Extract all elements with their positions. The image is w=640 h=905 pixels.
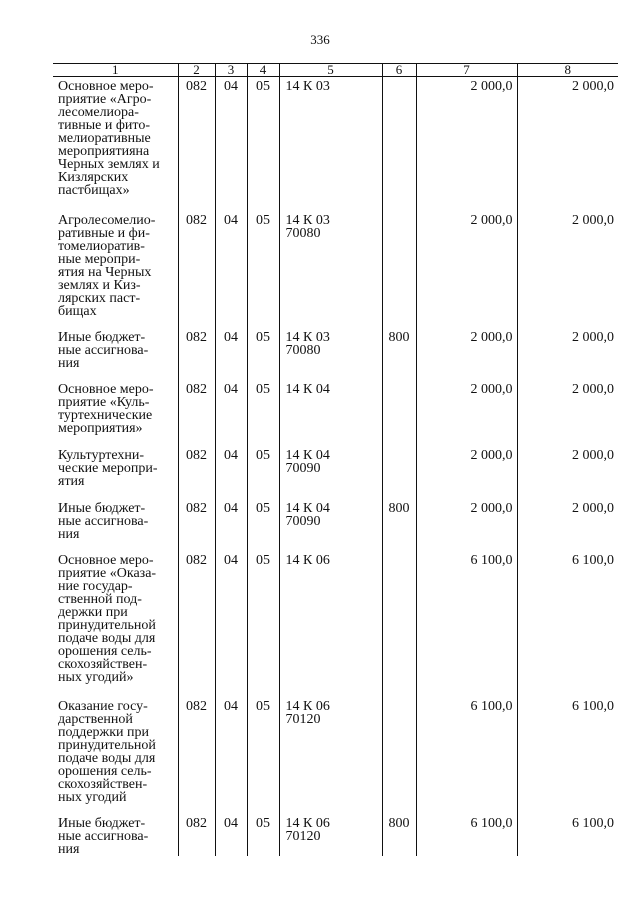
cell-col4: 05 bbox=[247, 446, 279, 499]
row-name: Агролесомелио- ративные и фи- томелиоратив- ные меропри- ятия на Черных землях и Киз- лярских паст- бищах bbox=[58, 212, 156, 319]
cell-col2: 082 bbox=[178, 697, 215, 814]
cell-col5: 14 К 03 70080 bbox=[279, 211, 382, 328]
cell-col5: 14 К 03 bbox=[279, 77, 382, 211]
cell-col7: 6 100,0 bbox=[416, 697, 517, 814]
cell-col8: 2 000,0 bbox=[517, 328, 618, 380]
column-header: 8 bbox=[517, 64, 618, 77]
cell-col2: 082 bbox=[178, 380, 215, 446]
cell-col6 bbox=[382, 551, 416, 697]
cell-col5: 14 К 06 70120 bbox=[279, 814, 382, 856]
cell-col6: 800 bbox=[382, 328, 416, 380]
row-name: Основное меро- приятие «Агро- лесомелиора- тивные и фито- мелиоративные мероприятияна Черных землях и Кизлярских пастбищах» bbox=[58, 79, 160, 198]
cell-col8: 2 000,0 bbox=[517, 211, 618, 328]
column-header: 4 bbox=[247, 64, 279, 77]
row-name: Иные бюджет- ные ассигнова- ния bbox=[58, 815, 149, 857]
page-number: 336 bbox=[310, 32, 330, 47]
cell-col2: 082 bbox=[178, 499, 215, 551]
cell-col8: 6 100,0 bbox=[517, 814, 618, 856]
cell-col3: 04 bbox=[215, 697, 247, 814]
cell-col4: 05 bbox=[247, 77, 279, 211]
cell-col8: 2 000,0 bbox=[517, 499, 618, 551]
table-row bbox=[53, 446, 618, 499]
cell-col5: 14 К 04 70090 bbox=[279, 446, 382, 499]
table-row bbox=[53, 499, 618, 551]
column-header: 7 bbox=[416, 64, 517, 77]
cell-col7: 2 000,0 bbox=[416, 380, 517, 446]
column-header: 3 bbox=[215, 64, 247, 77]
cell-col8: 2 000,0 bbox=[517, 380, 618, 446]
cell-col4: 05 bbox=[247, 499, 279, 551]
cell-col2: 082 bbox=[178, 551, 215, 697]
cell-col6 bbox=[382, 380, 416, 446]
cell-col2: 082 bbox=[178, 814, 215, 856]
row-name: Иные бюджет- ные ассигнова- ния bbox=[58, 329, 149, 371]
cell-col4: 05 bbox=[247, 551, 279, 697]
cell-col5: 14 К 04 bbox=[279, 380, 382, 446]
cell-col8: 2 000,0 bbox=[517, 446, 618, 499]
cell-col4: 05 bbox=[247, 697, 279, 814]
cell-col6 bbox=[382, 77, 416, 211]
cell-col5: 14 К 03 70080 bbox=[279, 328, 382, 380]
budget-table bbox=[53, 63, 618, 856]
cell-col3: 04 bbox=[215, 499, 247, 551]
row-name: Основное меро- приятие «Куль- туртехнические мероприятия» bbox=[58, 381, 154, 436]
cell-col2: 082 bbox=[178, 328, 215, 380]
cell-col3: 04 bbox=[215, 446, 247, 499]
cell-col8: 6 100,0 bbox=[517, 697, 618, 814]
cell-col2: 082 bbox=[178, 446, 215, 499]
table-row bbox=[53, 814, 618, 856]
row-name: Основное меро- приятие «Оказа- ние государ- ственной под- держки при принудительной подаче воды для орошения сель- скохозяйствен- ных угодий» bbox=[58, 552, 157, 685]
cell-col5: 14 К 06 70120 bbox=[279, 697, 382, 814]
row-name: Культуртехни- ческие меропри- ятия bbox=[58, 447, 158, 489]
cell-col8: 2 000,0 bbox=[517, 77, 618, 211]
cell-col6 bbox=[382, 211, 416, 328]
cell-col4: 05 bbox=[247, 211, 279, 328]
cell-col4: 05 bbox=[247, 328, 279, 380]
column-header: 2 bbox=[178, 64, 215, 77]
header-row bbox=[53, 64, 618, 77]
column-header: 6 bbox=[382, 64, 416, 77]
cell-col7: 6 100,0 bbox=[416, 551, 517, 697]
cell-col6: 800 bbox=[382, 499, 416, 551]
cell-col8: 6 100,0 bbox=[517, 551, 618, 697]
cell-col4: 05 bbox=[247, 380, 279, 446]
cell-col6 bbox=[382, 697, 416, 814]
table-row bbox=[53, 697, 618, 814]
cell-col7: 2 000,0 bbox=[416, 77, 517, 211]
cell-col4: 05 bbox=[247, 814, 279, 856]
cell-col3: 04 bbox=[215, 77, 247, 211]
cell-col6 bbox=[382, 446, 416, 499]
table-row bbox=[53, 380, 618, 446]
cell-col7: 2 000,0 bbox=[416, 211, 517, 328]
cell-col7: 2 000,0 bbox=[416, 328, 517, 380]
cell-col3: 04 bbox=[215, 551, 247, 697]
cell-col2: 082 bbox=[178, 77, 215, 211]
table-row bbox=[53, 77, 618, 211]
cell-col3: 04 bbox=[215, 328, 247, 380]
cell-col5: 14 К 06 bbox=[279, 551, 382, 697]
cell-col6: 800 bbox=[382, 814, 416, 856]
cell-col3: 04 bbox=[215, 380, 247, 446]
column-header: 5 bbox=[279, 64, 382, 77]
cell-col5: 14 К 04 70090 bbox=[279, 499, 382, 551]
table-row bbox=[53, 551, 618, 697]
cell-col3: 04 bbox=[215, 211, 247, 328]
column-header: 1 bbox=[53, 64, 178, 77]
table-row bbox=[53, 328, 618, 380]
row-name: Оказание госу- дарственной поддержки при принудительной подаче воды для орошения сель- скохозяйствен- ных угодий bbox=[58, 698, 156, 805]
cell-col2: 082 bbox=[178, 211, 215, 328]
row-name: Иные бюджет- ные ассигнова- ния bbox=[58, 500, 149, 542]
cell-col7: 6 100,0 bbox=[416, 814, 517, 856]
table-row bbox=[53, 211, 618, 328]
cell-col7: 2 000,0 bbox=[416, 446, 517, 499]
cell-col7: 2 000,0 bbox=[416, 499, 517, 551]
cell-col3: 04 bbox=[215, 814, 247, 856]
